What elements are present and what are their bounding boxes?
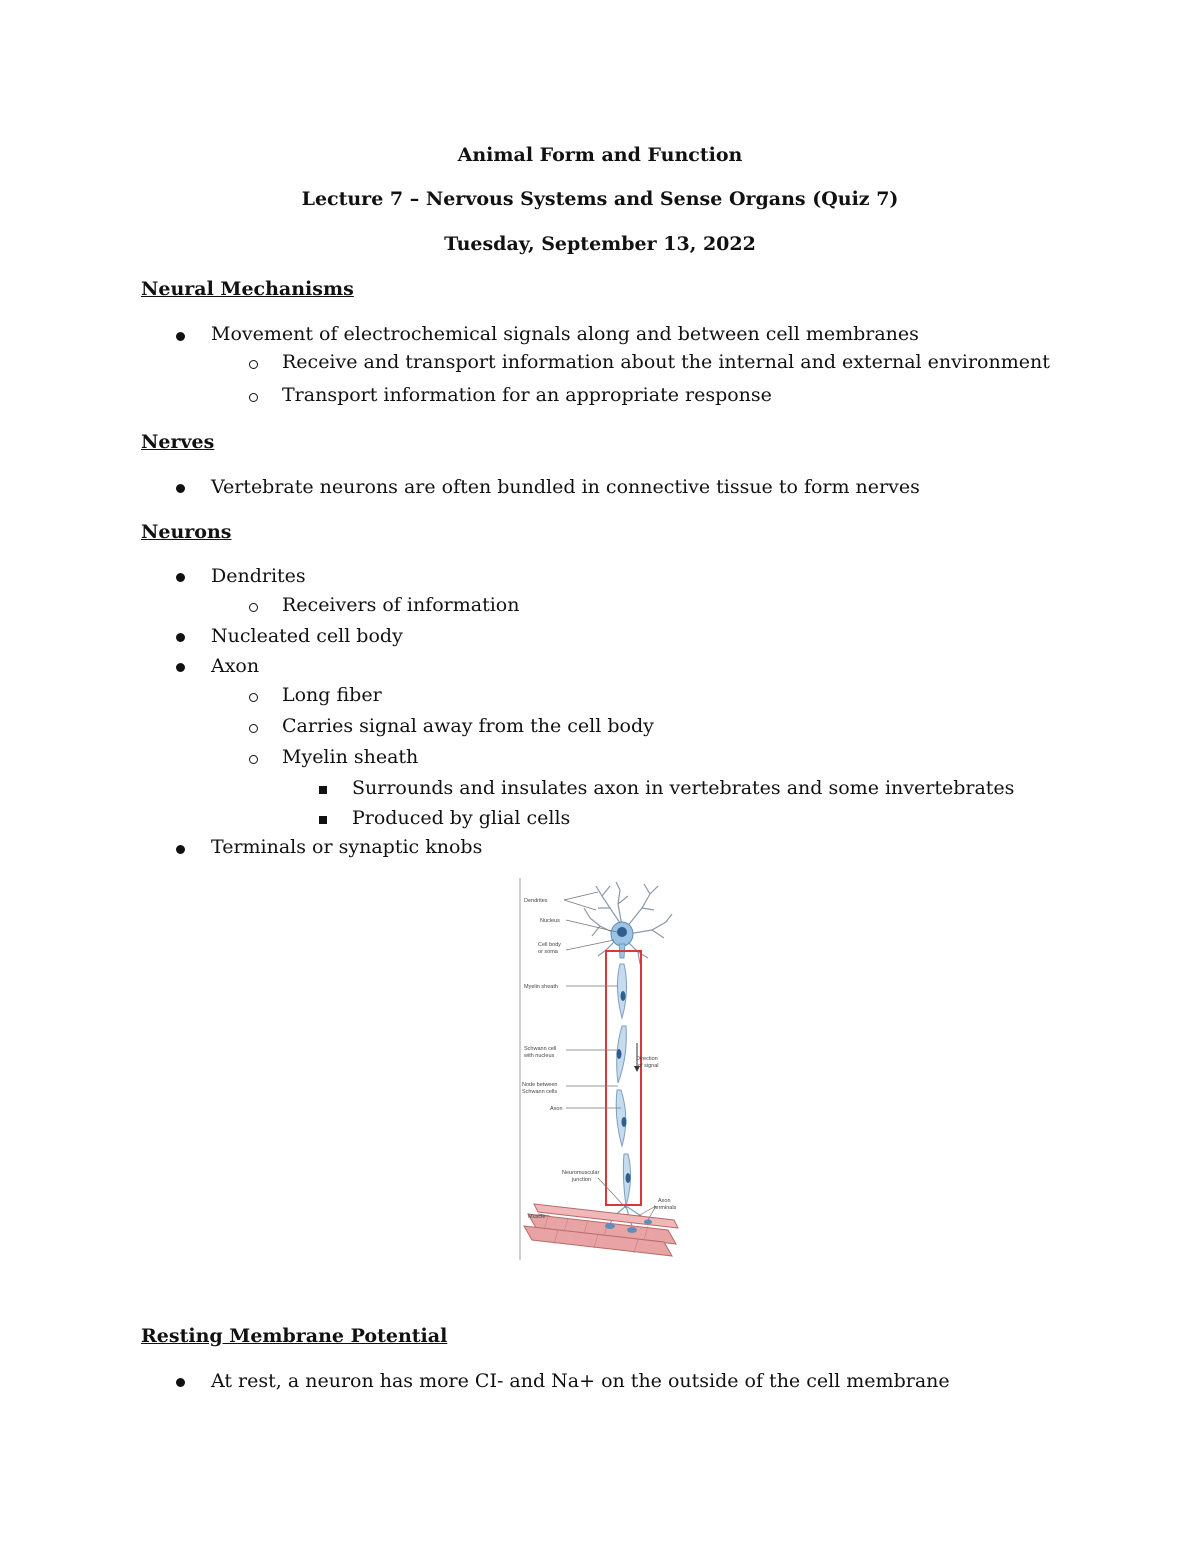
- muscle-fibers: [524, 1204, 678, 1256]
- list-item: Vertebrate neurons are often bundled in connective tissue to form nerves: [211, 476, 920, 498]
- lecture-title: Lecture 7 – Nervous Systems and Sense Organs (Quiz 7): [301, 188, 899, 210]
- list-item: Myelin sheath: [282, 746, 419, 768]
- bullet-dot: [176, 1378, 185, 1387]
- label-direction: Direction: [636, 1056, 658, 1062]
- lecture-date: Tuesday, September 13, 2022: [444, 233, 756, 255]
- bullet-circle: [249, 603, 258, 612]
- list-item: Axon: [211, 655, 260, 677]
- bullet-circle: [249, 393, 258, 402]
- heading-neurons: Neurons: [141, 521, 232, 543]
- label-axon-terminals-2: terminals: [654, 1205, 677, 1211]
- label-schwann-2: with nucleus: [524, 1053, 555, 1059]
- label-muscle: Muscle: [528, 1214, 546, 1220]
- label-axon-terminals: Axon: [658, 1198, 671, 1204]
- bullet-dot: [176, 332, 185, 341]
- bullet-square: [319, 786, 327, 794]
- label-axon: Axon: [550, 1106, 563, 1112]
- heading-nerves: Nerves: [141, 431, 215, 453]
- label-cell-body-2: or soma: [538, 949, 558, 955]
- label-node: Node between: [522, 1082, 558, 1088]
- heading-neural-mechanisms: Neural Mechanisms: [141, 278, 354, 300]
- nucleus-shape: [617, 927, 627, 937]
- bullet-dot: [176, 845, 185, 854]
- label-schwann: Schwann cell: [524, 1046, 557, 1052]
- bullet-circle: [249, 360, 258, 369]
- bullet-dot: [176, 663, 185, 672]
- list-item: Receive and transport information about the internal and external environment: [282, 351, 1050, 373]
- bullet-dot: [176, 573, 185, 582]
- label-nucleus: Nucleus: [540, 918, 560, 924]
- list-item: Surrounds and insulates axon in vertebrates and some invertebrates: [352, 777, 1015, 799]
- list-item: Receivers of information: [282, 594, 520, 616]
- label-direction-2: of signal: [638, 1063, 659, 1069]
- label-nmj: Neuromuscular: [562, 1170, 600, 1176]
- course-title: Animal Form and Function: [457, 144, 743, 166]
- list-item: Movement of electrochemical signals along and between cell membranes: [211, 323, 919, 345]
- list-item: Transport information for an appropriate response: [282, 384, 772, 406]
- list-item: Long fiber: [282, 684, 382, 706]
- bullet-circle: [249, 755, 258, 764]
- bullet-circle: [249, 724, 258, 733]
- label-node-2: Schwann cells: [522, 1089, 558, 1095]
- list-item: Produced by glial cells: [352, 807, 571, 829]
- label-cell-body: Cell body: [538, 942, 561, 948]
- list-item: Carries signal away from the cell body: [282, 715, 654, 737]
- label-dendrites: Dendrites: [524, 898, 548, 904]
- bullet-dot: [176, 633, 185, 642]
- list-item: Dendrites: [211, 565, 306, 587]
- heading-resting-membrane-potential: Resting Membrane Potential: [141, 1325, 448, 1347]
- neuron-diagram-svg: [518, 878, 680, 1260]
- bullet-dot: [176, 484, 185, 493]
- list-item: Terminals or synaptic knobs: [211, 836, 483, 858]
- bullet-circle: [249, 693, 258, 702]
- bullet-square: [319, 816, 327, 824]
- figure-labels: [522, 898, 677, 1220]
- neuron-diagram: [518, 878, 680, 1260]
- list-item: Nucleated cell body: [211, 625, 403, 647]
- list-item: At rest, a neuron has more CI- and Na+ on the outside of the cell membrane: [211, 1370, 950, 1392]
- label-nmj-2: junction: [572, 1177, 591, 1183]
- label-myelin: Myelin sheath: [524, 984, 558, 990]
